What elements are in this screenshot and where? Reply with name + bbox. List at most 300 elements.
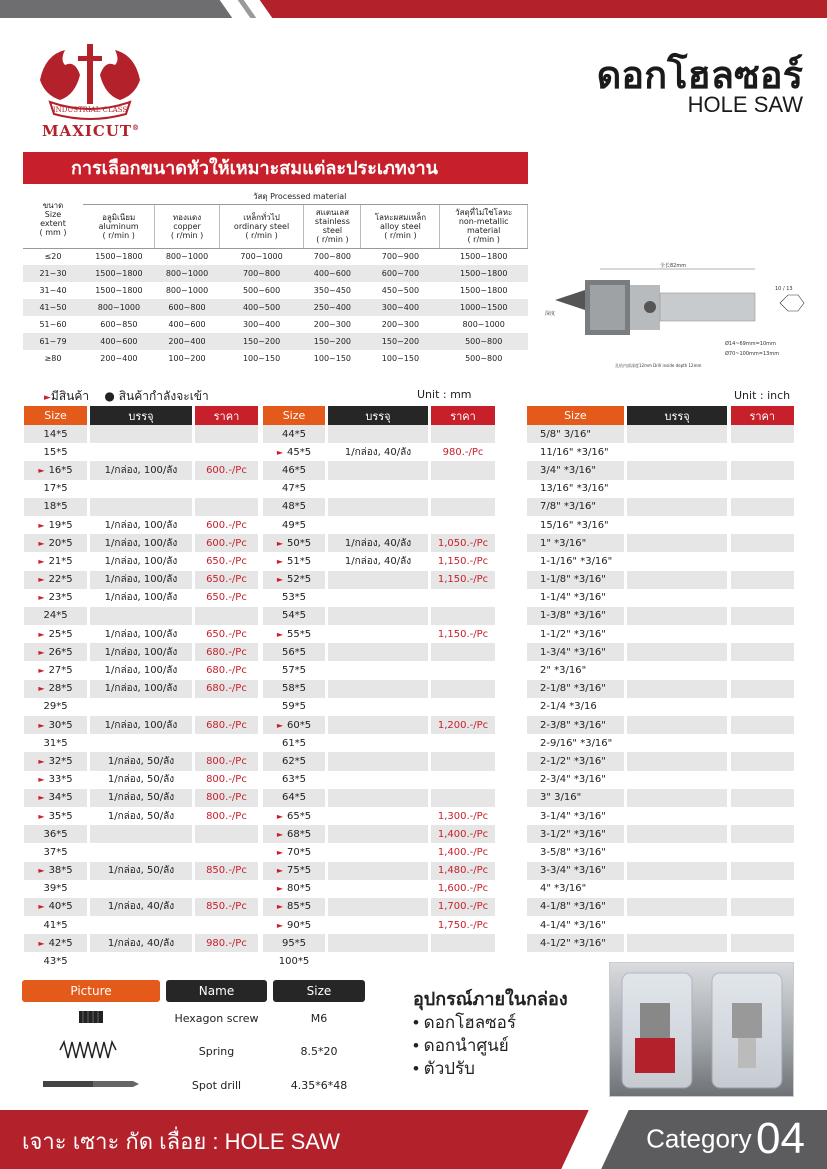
- size-cell: ► 35*5: [38, 810, 73, 822]
- in-stock-arrow-icon: ►: [38, 684, 45, 694]
- pack-cell: [328, 880, 428, 898]
- svg-text:INDUSTRIAL CLASS: INDUSTRIAL CLASS: [52, 106, 128, 114]
- price-row: [24, 425, 258, 443]
- price-cell: [731, 789, 795, 807]
- footer-bar: [0, 1110, 827, 1169]
- speed-row: [23, 265, 528, 282]
- pack-cell: [627, 862, 728, 880]
- price-cell: 800.-/Pc: [206, 774, 247, 786]
- speed-cell: 100~200: [168, 354, 206, 363]
- selection-banner: การเลือกขนาดหัวให้เหมาะสมแต่ละประเภทงาน: [23, 152, 528, 184]
- acc-header-picture: Picture: [22, 980, 160, 1002]
- in-stock-arrow-icon: ►: [38, 793, 45, 803]
- price-row: [527, 625, 794, 643]
- speed-cell: 700~1000: [240, 252, 283, 262]
- price-cell: [431, 734, 495, 752]
- price-row: [263, 716, 495, 734]
- speed-cell: 500~800: [465, 354, 503, 363]
- price-cell: 680.-/Pc: [195, 643, 258, 661]
- price-row: [24, 461, 258, 479]
- pack-cell: [328, 952, 428, 970]
- speed-cell: 800~1000: [165, 286, 209, 295]
- speed-cell: 150~200: [242, 337, 281, 346]
- pack-cell: [627, 661, 728, 679]
- speed-cell: 300~400: [242, 320, 281, 329]
- price-row: [527, 516, 794, 534]
- price-row: [527, 680, 794, 698]
- hole-saw-diagram: [540, 255, 815, 380]
- in-stock-arrow-icon: ►: [44, 393, 51, 403]
- price-cell: 1,150.-/Pc: [437, 628, 489, 640]
- price-row: [24, 643, 258, 661]
- price-row: [24, 843, 258, 861]
- price-cell: 1,600.-/Pc: [437, 883, 489, 895]
- price-row: [527, 589, 794, 607]
- price-row: [263, 789, 495, 807]
- pack-cell: [627, 825, 728, 843]
- size-cell: 63*5: [281, 774, 307, 786]
- price-row: [527, 752, 794, 770]
- price-row: [24, 825, 258, 843]
- in-stock-arrow-icon: ►: [38, 666, 45, 676]
- pack-cell: 1/กล่อง, 100/ลัง: [104, 592, 178, 604]
- size-cell: ► 52*5: [263, 571, 325, 589]
- price-cell: [731, 807, 795, 825]
- price-row: [263, 934, 495, 952]
- price-cell: [731, 698, 795, 716]
- speed-size-cell: ≤20: [44, 252, 62, 262]
- in-stock-arrow-icon: ►: [38, 938, 45, 948]
- material-column-header: อลูมิเนียม aluminum ( r/min ): [83, 204, 155, 248]
- price-table-inch: [527, 406, 794, 952]
- price-cell: 680.-/Pc: [195, 680, 258, 698]
- price-row: [263, 480, 495, 498]
- in-stock-arrow-icon: ►: [38, 465, 45, 475]
- price-cell: [731, 934, 795, 952]
- price-row: [263, 571, 495, 589]
- in-stock-arrow-icon: ►: [38, 556, 45, 566]
- size-header: Size: [263, 406, 325, 425]
- speed-cell: 100~150: [242, 354, 281, 363]
- price-cell: [195, 498, 258, 516]
- pack-cell: [328, 789, 428, 807]
- pack-cell: [90, 916, 192, 934]
- size-cell: 15/16" *3/16": [540, 519, 609, 531]
- price-cell: [431, 516, 495, 534]
- material-column-header: เหล็กทั่วไป ordinary steel ( r/min ): [219, 204, 304, 248]
- size-cell: 17*5: [43, 483, 68, 495]
- speed-cell: 400~600: [100, 337, 138, 346]
- speed-cell: 100~150: [313, 354, 352, 363]
- pack-cell: [328, 461, 428, 479]
- in-stock-arrow-icon: ►: [38, 575, 45, 585]
- size-cell: 1-1/8" *3/16": [527, 571, 624, 589]
- size-cell: 48*5: [263, 498, 325, 516]
- pack-cell: [627, 571, 728, 589]
- pack-cell: 1/กล่อง, 100/ลัง: [90, 534, 192, 552]
- acc-size: M6: [310, 1011, 328, 1025]
- price-row: [527, 734, 794, 752]
- speed-cell: 450~500: [381, 286, 420, 295]
- material-column-header: วัสดุที่ไม่ใช่โลหะ non-metallic material ( r/min ): [440, 204, 528, 248]
- size-cell: 18*5: [24, 498, 87, 516]
- pack-cell: [90, 443, 192, 461]
- size-cell: ► 42*5: [24, 934, 87, 952]
- category-label: Category 04: [646, 1114, 805, 1163]
- price-cell: 650.-/Pc: [206, 592, 247, 604]
- price-row: [527, 534, 794, 552]
- speed-cell: 150~200: [313, 337, 352, 346]
- size-cell: ► 75*5: [263, 862, 325, 880]
- speed-size-cell: 41~50: [39, 303, 67, 312]
- speed-cell: 200~400: [168, 337, 206, 346]
- price-cell: [195, 952, 258, 970]
- material-column-header: สแตนเลส stainless steel ( r/min ): [304, 204, 361, 248]
- in-stock-arrow-icon: ►: [38, 647, 45, 657]
- size-cell: ► 40*5: [24, 898, 87, 916]
- price-row: [527, 789, 794, 807]
- unit-mm: Unit : mm: [417, 388, 472, 401]
- price-row: [527, 607, 794, 625]
- pack-cell: 1/กล่อง, 100/ลัง: [104, 555, 178, 567]
- in-stock-arrow-icon: ►: [38, 811, 45, 821]
- size-cell: 36*5: [24, 825, 87, 843]
- price-row: [24, 625, 258, 643]
- price-row: [527, 807, 794, 825]
- size-cell: 37*5: [43, 846, 68, 858]
- speed-cell: 200~300: [381, 320, 420, 329]
- size-cell: 5/8" 3/16": [527, 425, 624, 443]
- price-row: [527, 698, 794, 716]
- price-row: [263, 607, 495, 625]
- in-stock-arrow-icon: ►: [276, 884, 284, 894]
- price-row: [263, 498, 495, 516]
- size-cell: ► 16*5: [24, 461, 87, 479]
- price-cell: [431, 698, 495, 716]
- size-cell: 59*5: [281, 701, 307, 713]
- price-row: [24, 862, 258, 880]
- pack-cell: [627, 771, 728, 789]
- price-cell: [431, 752, 495, 770]
- size-cell: ► 34*5: [24, 789, 87, 807]
- price-cell: 1,150.-/Pc: [431, 571, 495, 589]
- size-cell: 1-1/16" *3/16": [540, 555, 613, 567]
- pack-cell: [627, 461, 728, 479]
- size-cell: 29*5: [43, 701, 68, 713]
- size-cell: 2-1/2" *3/16": [527, 752, 624, 770]
- price-cell: 680.-/Pc: [195, 716, 258, 734]
- price-row: [263, 752, 495, 770]
- in-stock-arrow-icon: ►: [276, 829, 284, 839]
- size-cell: 24*5: [24, 607, 87, 625]
- pack-cell: [627, 789, 728, 807]
- price-row: [263, 589, 495, 607]
- price-row: [24, 789, 258, 807]
- pack-cell: [90, 498, 192, 516]
- in-stock-arrow-icon: ►: [276, 447, 284, 457]
- size-header: Size: [527, 406, 624, 425]
- price-row: [24, 952, 258, 970]
- speed-row: [23, 316, 528, 333]
- price-row: [263, 425, 495, 443]
- page-title-thai: ดอกโฮลซอร์: [596, 55, 803, 97]
- size-cell: 31*5: [43, 737, 68, 749]
- box-contents: [413, 988, 568, 1080]
- price-cell: 800.-/Pc: [195, 789, 258, 807]
- speed-cell: 300~400: [381, 303, 420, 312]
- price-cell: [731, 534, 795, 552]
- in-stock-arrow-icon: ►: [38, 593, 45, 603]
- material-column-header: โลหะผสมเหล็ก alloy steel ( r/min ): [361, 204, 440, 248]
- pack-cell: [328, 425, 428, 443]
- page-title-english: HOLE SAW: [687, 92, 803, 117]
- pack-cell: 1/กล่อง, 100/ลัง: [90, 680, 192, 698]
- maxicut-logo: [30, 40, 150, 140]
- size-cell: 2" *3/16": [540, 665, 587, 677]
- pack-cell: [90, 952, 192, 970]
- price-row: [527, 825, 794, 843]
- pack-cell: [627, 643, 728, 661]
- svg-text:Ø70~100mm=13mm: Ø70~100mm=13mm: [725, 351, 780, 357]
- price-row: [527, 571, 794, 589]
- box-item: • ดอกโฮลซอร์: [413, 1013, 517, 1032]
- speed-size-cell: 21~30: [39, 269, 67, 278]
- product-photo: [609, 962, 794, 1097]
- price-cell: [195, 916, 258, 934]
- speed-row: [23, 248, 528, 265]
- speed-cell: 1500~1800: [95, 269, 143, 278]
- pack-cell: [328, 571, 428, 589]
- price-row: [24, 698, 258, 716]
- speed-size-cell: 31~40: [39, 286, 67, 295]
- pack-cell: [90, 880, 192, 898]
- price-row: [24, 552, 258, 570]
- pack-cell: [328, 607, 428, 625]
- price-cell: 1,400.-/Pc: [437, 846, 489, 858]
- price-cell: [731, 516, 795, 534]
- speed-row: [23, 333, 528, 350]
- price-cell: [731, 661, 795, 679]
- pack-cell: [627, 498, 728, 516]
- in-stock-arrow-icon: ►: [276, 575, 284, 585]
- price-cell: [731, 680, 795, 698]
- price-row: [263, 898, 495, 916]
- pack-cell: [627, 607, 728, 625]
- size-cell: 1-1/2" *3/16": [540, 628, 606, 640]
- speed-cell: 500~800: [465, 337, 503, 346]
- pack-cell: [328, 516, 428, 534]
- speed-cell: 1500~1800: [460, 269, 508, 278]
- brand-name: MAXICUT®: [41, 122, 141, 140]
- size-cell: ► 70*5: [276, 846, 312, 858]
- size-cell: ► 28*5: [24, 680, 87, 698]
- size-header: Size: [24, 406, 87, 425]
- price-cell: [431, 934, 495, 952]
- pack-cell: [328, 752, 428, 770]
- pack-cell: [90, 734, 192, 752]
- price-cell: [431, 480, 495, 498]
- pack-cell: [328, 643, 428, 661]
- speed-cell: 800~1000: [462, 320, 505, 329]
- price-row: [527, 425, 794, 443]
- speed-size-cell: 51~60: [39, 320, 67, 329]
- size-cell: 2-1/8" *3/16": [527, 680, 624, 698]
- price-cell: 650.-/Pc: [206, 628, 247, 640]
- in-stock-arrow-icon: ►: [38, 538, 45, 548]
- size-cell: ► 90*5: [276, 919, 312, 931]
- price-cell: [431, 607, 495, 625]
- speed-cell: 200~300: [313, 320, 352, 329]
- acc-name: Spot drill: [191, 1078, 242, 1092]
- pack-cell: [328, 480, 428, 498]
- size-cell: 3/4" *3/16": [527, 461, 624, 479]
- price-cell: [431, 589, 495, 607]
- price-cell: 980.-/Pc: [442, 446, 484, 458]
- pack-cell: [627, 916, 728, 934]
- coming-dot-icon: ●: [104, 389, 115, 403]
- speed-cell: 1500~1800: [95, 252, 143, 262]
- size-cell: ► 51*5: [276, 555, 312, 567]
- speed-size-cell: 61~79: [39, 337, 67, 346]
- size-cell: 61*5: [281, 737, 307, 749]
- speed-cell: 100~150: [381, 354, 420, 363]
- price-cell: [731, 571, 795, 589]
- price-cell: [731, 643, 795, 661]
- price-row: [24, 589, 258, 607]
- price-row: [263, 952, 495, 970]
- price-cell: [431, 425, 495, 443]
- size-cell: 3-5/8" *3/16": [540, 846, 606, 858]
- price-row: [263, 680, 495, 698]
- price-cell: [431, 680, 495, 698]
- pack-cell: 1/กล่อง, 40/ลัง: [328, 534, 428, 552]
- pack-header: บรรจุ: [627, 406, 728, 425]
- pack-cell: 1/กล่อง, 50/ลัง: [90, 752, 192, 770]
- acc-header-size: Size: [273, 980, 365, 1002]
- price-cell: 1,480.-/Pc: [431, 862, 495, 880]
- footer-text: เจาะ เซาะ กัด เลื่อย : HOLE SAW: [22, 1129, 340, 1154]
- pack-header: บรรจุ: [328, 406, 428, 425]
- pack-cell: 1/กล่อง, 100/ลัง: [90, 716, 192, 734]
- pack-cell: 1/กล่อง, 40/ลัง: [90, 934, 192, 952]
- price-row: [24, 898, 258, 916]
- size-cell: 7/8" *3/16": [527, 498, 624, 516]
- price-row: [527, 498, 794, 516]
- price-cell: [195, 443, 258, 461]
- price-cell: 850.-/Pc: [195, 898, 258, 916]
- price-row: [527, 771, 794, 789]
- price-row: [263, 916, 495, 934]
- pack-cell: [627, 443, 728, 461]
- pack-cell: 1/กล่อง, 40/ลัง: [344, 555, 412, 567]
- pack-cell: 1/กล่อง, 100/ลัง: [90, 461, 192, 479]
- price-cell: 850.-/Pc: [195, 862, 258, 880]
- size-cell: 54*5: [263, 607, 325, 625]
- price-row: [527, 552, 794, 570]
- pack-cell: [627, 880, 728, 898]
- price-cell: 650.-/Pc: [195, 571, 258, 589]
- price-row: [527, 716, 794, 734]
- price-row: [24, 571, 258, 589]
- size-cell: 1-3/4" *3/16": [527, 643, 624, 661]
- price-header: ราคา: [731, 406, 795, 425]
- price-cell: [431, 461, 495, 479]
- pack-cell: [90, 425, 192, 443]
- price-cell: [195, 734, 258, 752]
- in-stock-arrow-icon: ►: [276, 866, 284, 876]
- price-row: [263, 643, 495, 661]
- pack-cell: [328, 698, 428, 716]
- in-stock-arrow-icon: ►: [276, 556, 284, 566]
- unit-inch: Unit : inch: [734, 389, 791, 402]
- pack-cell: [90, 607, 192, 625]
- pack-cell: [627, 843, 728, 861]
- pack-cell: [627, 698, 728, 716]
- pack-cell: [328, 807, 428, 825]
- acc-name: Spring: [198, 1044, 235, 1058]
- pack-cell: [627, 734, 728, 752]
- price-cell: [731, 552, 795, 570]
- pack-cell: 1/กล่อง, 100/ลัง: [90, 643, 192, 661]
- svg-text:孔钻内部深度12mm Drill inside depth: 孔钻内部深度12mm Drill inside depth 12mm: [615, 363, 702, 368]
- price-row: [24, 680, 258, 698]
- price-row: [263, 862, 495, 880]
- in-stock-arrow-icon: ►: [38, 756, 45, 766]
- size-cell: ► 30*5: [24, 716, 87, 734]
- svg-text:10 / 13: 10 / 13: [775, 286, 793, 292]
- price-cell: 1,050.-/Pc: [431, 534, 495, 552]
- price-cell: [195, 825, 258, 843]
- size-cell: 44*5: [263, 425, 325, 443]
- price-row: [24, 771, 258, 789]
- accessories-table: [22, 980, 365, 1102]
- price-cell: 1,300.-/Pc: [437, 810, 489, 822]
- pack-cell: [328, 625, 428, 643]
- price-row: [527, 862, 794, 880]
- size-cell: 1-1/4" *3/16": [540, 592, 606, 604]
- price-row: [24, 607, 258, 625]
- speed-cell: 800~1000: [165, 252, 209, 262]
- size-cell: ► 20*5: [24, 534, 87, 552]
- size-cell: ► 45*5: [276, 446, 312, 458]
- speed-cell: 250~400: [313, 303, 352, 312]
- price-header: ราคา: [431, 406, 495, 425]
- in-stock-arrow-icon: ►: [276, 629, 284, 639]
- price-cell: 600.-/Pc: [206, 519, 247, 531]
- price-cell: [195, 880, 258, 898]
- pack-cell: [627, 534, 728, 552]
- in-stock-arrow-icon: ►: [276, 920, 284, 930]
- pack-cell: [328, 843, 428, 861]
- price-row: [527, 934, 794, 952]
- price-row: [24, 880, 258, 898]
- size-cell: 57*5: [281, 665, 307, 677]
- box-item: • ตัวปรับ: [413, 1059, 475, 1078]
- price-row: [263, 534, 495, 552]
- pack-cell: 1/กล่อง, 50/ลัง: [90, 789, 192, 807]
- pack-cell: [90, 825, 192, 843]
- pack-cell: [328, 898, 428, 916]
- price-cell: [431, 952, 495, 970]
- price-cell: 600.-/Pc: [195, 461, 258, 479]
- price-cell: [431, 498, 495, 516]
- price-row: [527, 443, 794, 461]
- speed-cell: 600~700: [381, 269, 420, 278]
- size-cell: 100*5: [278, 956, 310, 968]
- pack-cell: 1/กล่อง, 100/ลัง: [90, 571, 192, 589]
- speed-cell: 400~500: [242, 303, 281, 312]
- in-stock-arrow-icon: ►: [276, 538, 284, 548]
